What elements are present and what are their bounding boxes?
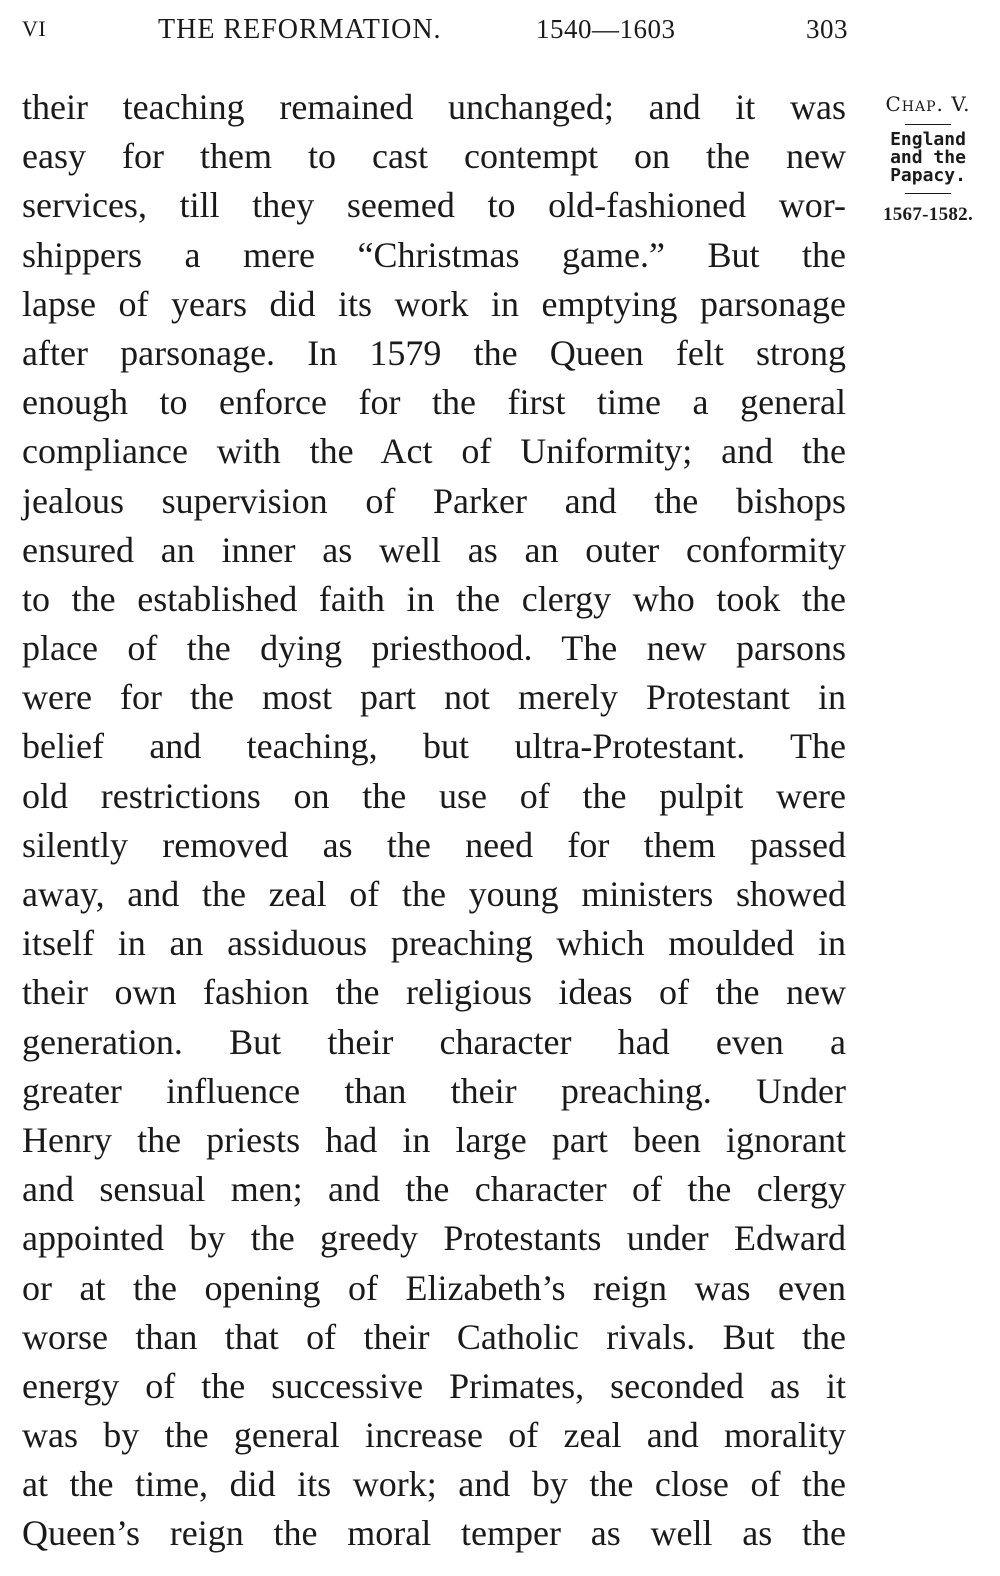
chapter-title: THE REFORMATION. [158, 14, 442, 45]
text-line: belief and teaching, but ultra-Protestant. The [22, 726, 846, 767]
marginal-note [866, 92, 990, 226]
section-number: VI [22, 16, 47, 41]
margin-divider [905, 124, 951, 125]
text-line: shippers a mere “Christmas game.” But the [22, 234, 846, 275]
margin-subject: England and the Papacy. [890, 129, 966, 186]
text-line: or at the opening of Elizabeth’s reign was even [22, 1267, 846, 1308]
date-range: 1540—1603 [536, 14, 676, 44]
page-number: 303 [806, 14, 848, 44]
text-line: Queen’s reign the moral temper as well as the [22, 1513, 846, 1554]
text-line: old restrictions on the use of the pulpit were [22, 775, 846, 816]
text-line: enough to enforce for the first time a general [22, 382, 846, 423]
body-text [22, 83, 846, 1559]
margin-years: 1567-1582. [882, 204, 974, 225]
text-line: services, till they seemed to old-fashioned wor- [22, 185, 846, 226]
text-line: their teaching remained unchanged; and it was [22, 87, 846, 127]
text-line: after parsonage. In 1579 the Queen felt strong [22, 332, 846, 373]
margin-chapter: Chap. V. [885, 92, 971, 116]
text-line: compliance with the Act of Uniformity; and the [22, 431, 846, 472]
text-line: itself in an assiduous preaching which moulded in [22, 923, 846, 964]
text-line: at the time, did its work; and by the close of the [22, 1464, 846, 1505]
text-line: their own fashion the religious ideas of the new [22, 972, 846, 1013]
text-line: jealous supervision of Parker and the bishops [22, 480, 846, 521]
text-line: ensured an inner as well as an outer conformity [22, 529, 846, 570]
text-line: and sensual men; and the character of the clergy [22, 1169, 846, 1210]
text-line: away, and the zeal of the young ministers showed [22, 874, 846, 914]
text-line: were for the most part not merely Protestant in [22, 677, 846, 718]
text-line: energy of the successive Primates, seconded as it [22, 1365, 846, 1406]
text-line: place of the dying priesthood. The new parsons [22, 628, 846, 669]
running-head [22, 14, 848, 46]
text-line: to the established faith in the clergy who took the [22, 578, 846, 619]
text-line: lapse of years did its work in emptying parsonage [22, 283, 846, 324]
text-line: easy for them to cast contempt on the new [22, 136, 846, 177]
text-line: generation. But their character had even a [22, 1021, 846, 1062]
text-line: Henry the priests had in large part been ignorant [22, 1119, 846, 1160]
text-line: appointed by the greedy Protestants under Edward [22, 1218, 846, 1259]
text-line: was by the general increase of zeal and morality [22, 1415, 846, 1456]
text-line: greater influence than their preaching. Under [22, 1070, 846, 1111]
text-line: worse than that of their Catholic rivals. But the [22, 1316, 846, 1357]
text-line: silently removed as the need for them passed [22, 824, 846, 865]
margin-divider [905, 193, 951, 194]
